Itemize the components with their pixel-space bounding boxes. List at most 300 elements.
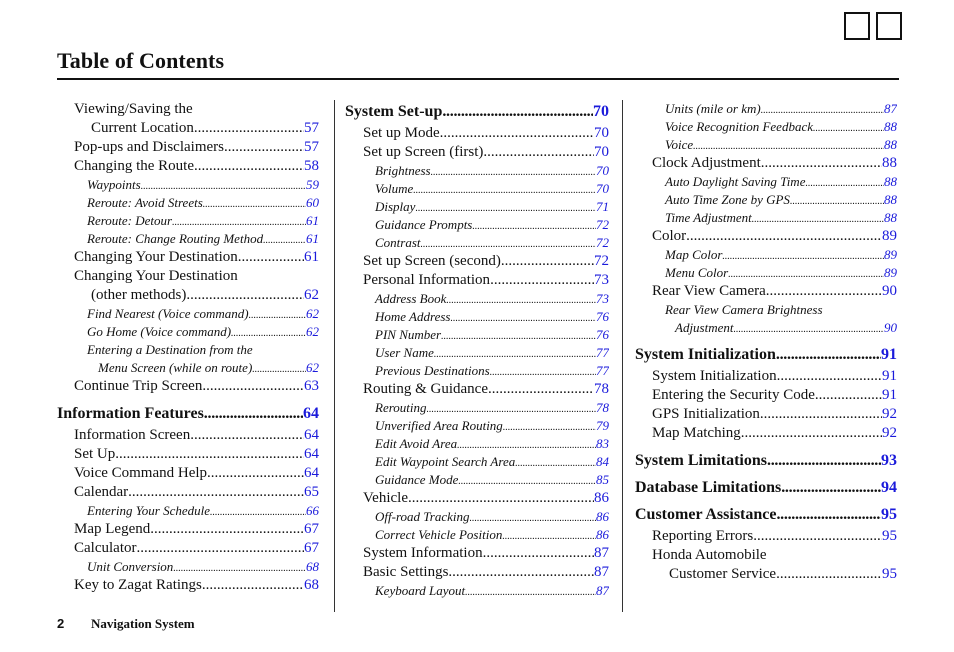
toc-page-link[interactable]: 78 [596, 400, 609, 415]
dot-leader [503, 419, 596, 435]
toc-entry-label: Menu Screen (while on route) [98, 360, 253, 375]
toc-page-link[interactable]: 62 [306, 360, 319, 375]
dot-leader [203, 196, 306, 212]
toc-page-link[interactable]: 85 [596, 472, 609, 487]
dot-leader [790, 193, 884, 209]
toc-page-link[interactable]: 60 [306, 195, 319, 210]
toc-entry-label: System Initialization [635, 346, 776, 363]
toc-entry-label: Set up Screen (first) [363, 144, 484, 160]
toc-entry[interactable] [57, 445, 319, 464]
toc-page-link[interactable]: 61 [304, 249, 319, 265]
toc-subentry [635, 301, 897, 319]
toc-page-link[interactable]: 91 [882, 387, 897, 403]
toc-page-link[interactable]: 73 [594, 272, 609, 288]
toc-entry-label: Clock Adjustment [652, 155, 761, 171]
toc-entry[interactable] [345, 124, 609, 143]
toc-page-link[interactable]: 70 [594, 144, 609, 160]
toc-entry[interactable] [345, 563, 609, 582]
toc-subentry[interactable] [635, 100, 897, 118]
toc-subentry[interactable] [635, 264, 897, 282]
column-divider [334, 100, 335, 612]
toc-entry-label: Set up Screen (second) [363, 253, 501, 269]
dot-leader [457, 437, 596, 453]
toc-entry-label: Entering Your Schedule [87, 503, 211, 518]
dot-leader [490, 271, 594, 290]
toc-entry-label: Entering a Destination from the [87, 342, 253, 357]
toc-entry-label: Adjustment [675, 320, 734, 335]
dot-leader [458, 473, 596, 489]
toc-page-link[interactable]: 70 [596, 163, 609, 178]
toc-page-link[interactable]: 95 [882, 528, 897, 544]
dot-leader [194, 119, 304, 138]
toc-entry[interactable] [57, 464, 319, 483]
toc-entry[interactable] [57, 119, 319, 138]
toc-entry-label: Customer Assistance [635, 506, 777, 523]
toc-entry-label: Volume [375, 181, 414, 196]
toc-entry-label: Edit Waypoint Search Area [375, 454, 516, 469]
toc-page-link[interactable]: 70 [596, 181, 609, 196]
toc-entry-label: Guidance Mode [375, 472, 459, 487]
dot-leader [761, 154, 882, 173]
toc-entry-label: Contrast [375, 235, 421, 250]
toc-page-link[interactable]: 57 [304, 120, 319, 136]
dot-leader [210, 504, 306, 520]
toc-page-link[interactable]: 86 [596, 509, 609, 524]
toc-page-link[interactable]: 87 [884, 101, 897, 116]
toc-entry[interactable] [635, 282, 897, 301]
toc-subentry[interactable] [345, 508, 609, 526]
dot-leader [776, 565, 882, 584]
toc-subentry[interactable] [345, 180, 609, 198]
toc-entry-label: Routing & Guidance [363, 381, 488, 397]
toc-page-link[interactable]: 88 [884, 137, 897, 152]
toc-subentry[interactable] [345, 344, 609, 362]
toc-page-link[interactable]: 57 [304, 139, 319, 155]
toc-subentry[interactable] [57, 194, 319, 212]
toc-entry [57, 267, 319, 286]
dot-leader [431, 164, 596, 180]
dot-leader [141, 178, 306, 194]
dot-leader [815, 386, 882, 405]
dot-leader [249, 307, 306, 323]
dot-leader [777, 367, 882, 386]
toc-page-link[interactable]: 95 [882, 566, 897, 582]
toc-page-link[interactable]: 64 [304, 427, 319, 443]
toc-entry-label: Units (mile or km) [665, 101, 761, 116]
toc-entry[interactable] [635, 424, 897, 443]
toc-entry [57, 100, 319, 119]
toc-subentry[interactable] [345, 362, 609, 380]
dot-leader [515, 455, 596, 471]
toc-entry-label: Current Location [91, 120, 194, 136]
dot-leader [813, 120, 884, 136]
toc-page-link[interactable]: 88 [884, 174, 897, 189]
toc-entry-label: Database Limitations [635, 479, 782, 496]
toc-page-link[interactable]: 63 [304, 378, 319, 394]
toc-entry-label: Voice Command Help [74, 465, 208, 481]
dot-leader [202, 377, 304, 396]
toc-entry-label: Off-road Tracking [375, 509, 470, 524]
toc-page-link[interactable]: 77 [596, 345, 609, 360]
dot-leader [421, 236, 596, 252]
toc-entry-label: Correct Vehicle Position [375, 527, 503, 542]
toc-entry-label: Map Legend [74, 521, 151, 537]
toc-entry[interactable] [345, 252, 609, 271]
toc-page-link[interactable]: 67 [304, 521, 319, 537]
dot-leader [446, 292, 596, 308]
toc-entry-label: System Initialization [652, 368, 777, 384]
dot-leader [488, 380, 594, 399]
toc-page-link[interactable]: 59 [306, 177, 319, 192]
toc-subentry[interactable] [345, 471, 609, 489]
dot-leader [767, 449, 881, 473]
dot-leader [231, 325, 306, 341]
toc-entry-label: Calendar [74, 484, 129, 500]
dot-leader [502, 528, 596, 544]
dot-leader [186, 286, 304, 305]
toc-page-link[interactable]: 89 [882, 228, 897, 244]
dot-leader [413, 182, 596, 198]
dot-leader [761, 102, 884, 118]
toc-page-link[interactable]: 64 [304, 465, 319, 481]
dot-leader [252, 361, 306, 377]
toc-entry-label: System Limitations [635, 452, 767, 469]
toc-page-link[interactable]: 77 [596, 363, 609, 378]
toc-entry-label: Display [375, 199, 416, 214]
toc-page-link[interactable]: 70 [594, 125, 609, 141]
toc-subentry[interactable] [345, 198, 609, 216]
dot-leader [722, 248, 884, 264]
toc-entry-label: Changing Your Destination [74, 249, 238, 265]
toc-entry-label: Viewing/Saving the [74, 101, 193, 117]
toc-entry-label: Map Matching [652, 425, 741, 441]
toc-subentry[interactable] [57, 359, 319, 377]
dot-leader [760, 405, 882, 424]
toc-page-link[interactable]: 86 [596, 527, 609, 542]
toc-page-link[interactable]: 65 [304, 484, 319, 500]
dot-leader [224, 138, 304, 157]
dot-leader [238, 248, 304, 267]
dot-leader [207, 464, 304, 483]
toc-subentry[interactable] [57, 212, 319, 230]
dot-leader [136, 539, 304, 558]
toc-entry-label: Go Home (Voice command) [87, 324, 232, 339]
toc-subentry[interactable] [345, 162, 609, 180]
dot-leader [693, 138, 884, 154]
title-divider [57, 78, 899, 80]
toc-entry-label: Home Address [375, 309, 451, 324]
dot-leader [776, 343, 881, 367]
toc-page-link[interactable]: 84 [596, 454, 609, 469]
toc-entry[interactable] [345, 489, 609, 508]
toc-subentry[interactable] [345, 435, 609, 453]
toc-subentry[interactable] [57, 502, 319, 520]
toc-subentry[interactable] [345, 582, 609, 600]
toc-page-link[interactable]: 64 [304, 446, 319, 462]
toc-section-heading[interactable] [345, 100, 609, 124]
dot-leader [501, 252, 594, 271]
toc-section-heading[interactable] [635, 343, 897, 367]
dot-leader [204, 402, 303, 426]
previous-page-button[interactable] [844, 12, 870, 40]
toc-entry[interactable] [635, 405, 897, 424]
toc-subentry [57, 341, 319, 359]
next-page-button[interactable] [876, 12, 902, 40]
toc-page-link[interactable]: 64 [303, 405, 319, 422]
toc-page-link[interactable]: 72 [594, 253, 609, 269]
dot-leader [202, 576, 304, 595]
toc-page-link[interactable]: 87 [596, 583, 609, 598]
toc-entry[interactable] [57, 426, 319, 445]
toc-entry[interactable] [57, 286, 319, 305]
dot-leader [728, 266, 884, 282]
toc-page-link[interactable]: 91 [882, 368, 897, 384]
toc-entry[interactable] [57, 539, 319, 558]
toc-entry-label: Continue Trip Screen [74, 378, 203, 394]
toc-page-link[interactable]: 68 [304, 577, 319, 593]
toc-entry-label: Customer Service [669, 566, 777, 582]
toc-page-link[interactable]: 87 [594, 545, 609, 561]
toc-page-link[interactable]: 90 [884, 320, 897, 335]
toc-section-heading[interactable] [635, 503, 897, 527]
toc-subentry[interactable] [635, 173, 897, 191]
toc-subentry[interactable] [345, 399, 609, 417]
toc-entry-label: Reporting Errors [652, 528, 754, 544]
toc-entry[interactable] [635, 154, 897, 173]
toc-entry-label: System Information [363, 545, 483, 561]
toc-entry[interactable] [635, 367, 897, 386]
toc-entry-label: Unit Conversion [87, 559, 174, 574]
dot-leader [734, 321, 885, 337]
toc-page-link[interactable]: 67 [304, 540, 319, 556]
toc-entry-label: Rear View Camera Brightness [665, 302, 823, 317]
toc-subentry[interactable] [635, 209, 897, 227]
footer-page-number: 2 [57, 616, 65, 631]
toc-entry[interactable] [345, 271, 609, 290]
dot-leader [490, 364, 596, 380]
toc-page-link[interactable]: 71 [596, 199, 609, 214]
toc-page-link[interactable]: 89 [884, 265, 897, 280]
toc-entry-label: Voice [665, 137, 694, 152]
toc-entry-label: Brightness [375, 163, 431, 178]
dot-leader [442, 100, 593, 124]
dot-leader [752, 211, 884, 227]
toc-page-link[interactable]: 88 [884, 210, 897, 225]
toc-entry-label: Rear View Camera [652, 283, 766, 299]
toc-subentry[interactable] [57, 558, 319, 576]
toc-entry-label: Auto Daylight Saving Time [665, 174, 806, 189]
dot-leader [776, 503, 881, 527]
dot-leader [415, 200, 596, 216]
dot-leader [128, 483, 304, 502]
toc-page-link[interactable]: 62 [306, 324, 319, 339]
dot-leader [472, 218, 596, 234]
toc-subentry[interactable] [57, 230, 319, 248]
toc-entry-label: (other methods) [91, 287, 187, 303]
toc-page-link[interactable]: 95 [881, 506, 897, 523]
toc-section-heading[interactable] [57, 402, 319, 426]
dot-leader [441, 328, 596, 344]
toc-subentry[interactable] [345, 308, 609, 326]
toc-entry-label: User Name [375, 345, 434, 360]
toc-entry-label: Changing the Route [74, 158, 194, 174]
toc-subentry[interactable] [635, 136, 897, 154]
toc-column-2 [345, 100, 609, 600]
toc-section-heading[interactable] [635, 476, 897, 500]
column-divider [622, 100, 623, 612]
toc-subentry[interactable] [345, 417, 609, 435]
dot-leader [194, 157, 304, 176]
toc-page-link[interactable]: 61 [306, 213, 319, 228]
dot-leader [465, 584, 596, 600]
toc-subentry[interactable] [635, 191, 897, 209]
toc-section-heading[interactable] [635, 449, 897, 473]
toc-page-link[interactable]: 79 [596, 418, 609, 433]
toc-subentry[interactable] [57, 323, 319, 341]
dot-leader [470, 510, 597, 526]
toc-column-3 [635, 100, 897, 584]
toc-page-link[interactable]: 89 [884, 247, 897, 262]
toc-entry-label: GPS Initialization [652, 406, 760, 422]
toc-subentry[interactable] [345, 453, 609, 471]
toc-page-link[interactable]: 94 [881, 479, 897, 496]
footer-manual-name: Navigation System [91, 616, 195, 631]
toc-entry[interactable] [345, 143, 609, 162]
toc-page-link[interactable]: 62 [304, 287, 319, 303]
toc-entry-label: Time Adjustment [665, 210, 752, 225]
toc-page-link[interactable]: 92 [882, 406, 897, 422]
toc-entry [635, 546, 897, 565]
toc-entry[interactable] [57, 138, 319, 157]
toc-page-link[interactable]: 83 [596, 436, 609, 451]
toc-subentry[interactable] [345, 526, 609, 544]
toc-entry[interactable] [57, 483, 319, 502]
toc-subentry[interactable] [635, 246, 897, 264]
toc-entry-label: PIN Number [375, 327, 442, 342]
dot-leader [150, 520, 304, 539]
toc-subentry[interactable] [345, 234, 609, 252]
toc-page-link[interactable]: 61 [306, 231, 319, 246]
toc-entry-label: Keyboard Layout [375, 583, 466, 598]
toc-subentry[interactable] [57, 305, 319, 323]
toc-entry[interactable] [57, 157, 319, 176]
toc-page-link[interactable]: 62 [306, 306, 319, 321]
toc-page-link[interactable]: 92 [882, 425, 897, 441]
toc-entry-label: Pop-ups and Disclaimers [74, 139, 224, 155]
dot-leader [483, 143, 594, 162]
dot-leader [263, 232, 306, 248]
toc-entry-label: Honda Automobile [652, 547, 767, 563]
toc-entry-label: Color [652, 228, 687, 244]
dot-leader [450, 310, 596, 326]
toc-entry-label: Find Nearest (Voice command) [87, 306, 249, 321]
dot-leader [766, 282, 882, 301]
dot-leader [805, 175, 884, 191]
toc-page-link[interactable]: 72 [596, 217, 609, 232]
toc-subentry[interactable] [635, 319, 897, 337]
dot-leader [173, 560, 306, 576]
dot-leader [483, 544, 594, 563]
toc-entry-label: Map Color [665, 247, 723, 262]
toc-entry-label: Waypoints [87, 177, 141, 192]
toc-entry[interactable] [57, 576, 319, 595]
toc-entry-label: Set up Mode [363, 125, 440, 141]
toc-entry[interactable] [635, 386, 897, 405]
dot-leader [408, 489, 594, 508]
toc-entry[interactable] [635, 565, 897, 584]
toc-subentry[interactable] [635, 118, 897, 136]
toc-page-link[interactable]: 87 [594, 564, 609, 580]
toc-entry[interactable] [345, 380, 609, 399]
toc-page-link[interactable]: 93 [881, 452, 897, 469]
toc-page-link[interactable]: 78 [594, 381, 609, 397]
toc-entry[interactable] [635, 527, 897, 546]
toc-entry-label: Menu Color [665, 265, 729, 280]
toc-entry-label: Address Book [375, 291, 447, 306]
toc-entry[interactable] [57, 248, 319, 267]
toc-entry-label: Reroute: Avoid Streets [87, 195, 203, 210]
toc-entry-label: Previous Destinations [375, 363, 490, 378]
toc-entry-label: Set Up [74, 446, 116, 462]
page-title: Table of Contents [57, 48, 225, 73]
toc-entry-label: Reroute: Change Routing Method [87, 231, 264, 246]
toc-page-link[interactable]: 70 [593, 103, 609, 120]
toc-page-link[interactable]: 86 [594, 490, 609, 506]
toc-page-link[interactable]: 66 [306, 503, 319, 518]
toc-entry-label: Auto Time Zone by GPS [665, 192, 790, 207]
toc-page-link[interactable]: 68 [306, 559, 319, 574]
toc-subentry[interactable] [345, 326, 609, 344]
toc-entry[interactable] [345, 544, 609, 563]
toc-subentry[interactable] [345, 290, 609, 308]
toc-page-link[interactable]: 58 [304, 158, 319, 174]
toc-page-link[interactable]: 88 [884, 119, 897, 134]
toc-entry-label: Vehicle [363, 490, 408, 506]
toc-entry-label: Basic Settings [363, 564, 449, 580]
toc-subentry[interactable] [345, 216, 609, 234]
dot-leader [190, 426, 304, 445]
toc-page-link[interactable]: 90 [882, 283, 897, 299]
dot-leader [434, 346, 596, 362]
toc-entry[interactable] [635, 227, 897, 246]
dot-leader [741, 424, 882, 443]
toc-page-link[interactable]: 76 [596, 327, 609, 342]
toc-page-link[interactable]: 91 [881, 346, 897, 363]
page-footer [57, 616, 195, 632]
toc-page-link[interactable]: 72 [596, 235, 609, 250]
dot-leader [686, 227, 882, 246]
dot-leader [781, 476, 881, 500]
toc-entry-label: Edit Avoid Area [375, 436, 458, 451]
toc-entry-label: Personal Information [363, 272, 491, 288]
toc-page-link[interactable]: 88 [884, 192, 897, 207]
toc-page-link[interactable]: 73 [596, 291, 609, 306]
dot-leader [427, 401, 596, 417]
dot-leader [115, 445, 304, 464]
toc-entry-label: Changing Your Destination [74, 268, 238, 284]
toc-entry-label: Information Screen [74, 427, 191, 443]
toc-page-link[interactable]: 88 [882, 155, 897, 171]
toc-entry-label: Reroute: Detour [87, 213, 173, 228]
toc-entry-label: Unverified Area Routing [375, 418, 503, 433]
toc-page-link[interactable]: 76 [596, 309, 609, 324]
toc-entry-label: System Set-up [345, 103, 443, 120]
toc-entry-label: Guidance Prompts [375, 217, 473, 232]
toc-column-1 [57, 100, 319, 595]
toc-subentry[interactable] [57, 176, 319, 194]
toc-entry[interactable] [57, 377, 319, 396]
toc-entry[interactable] [57, 520, 319, 539]
